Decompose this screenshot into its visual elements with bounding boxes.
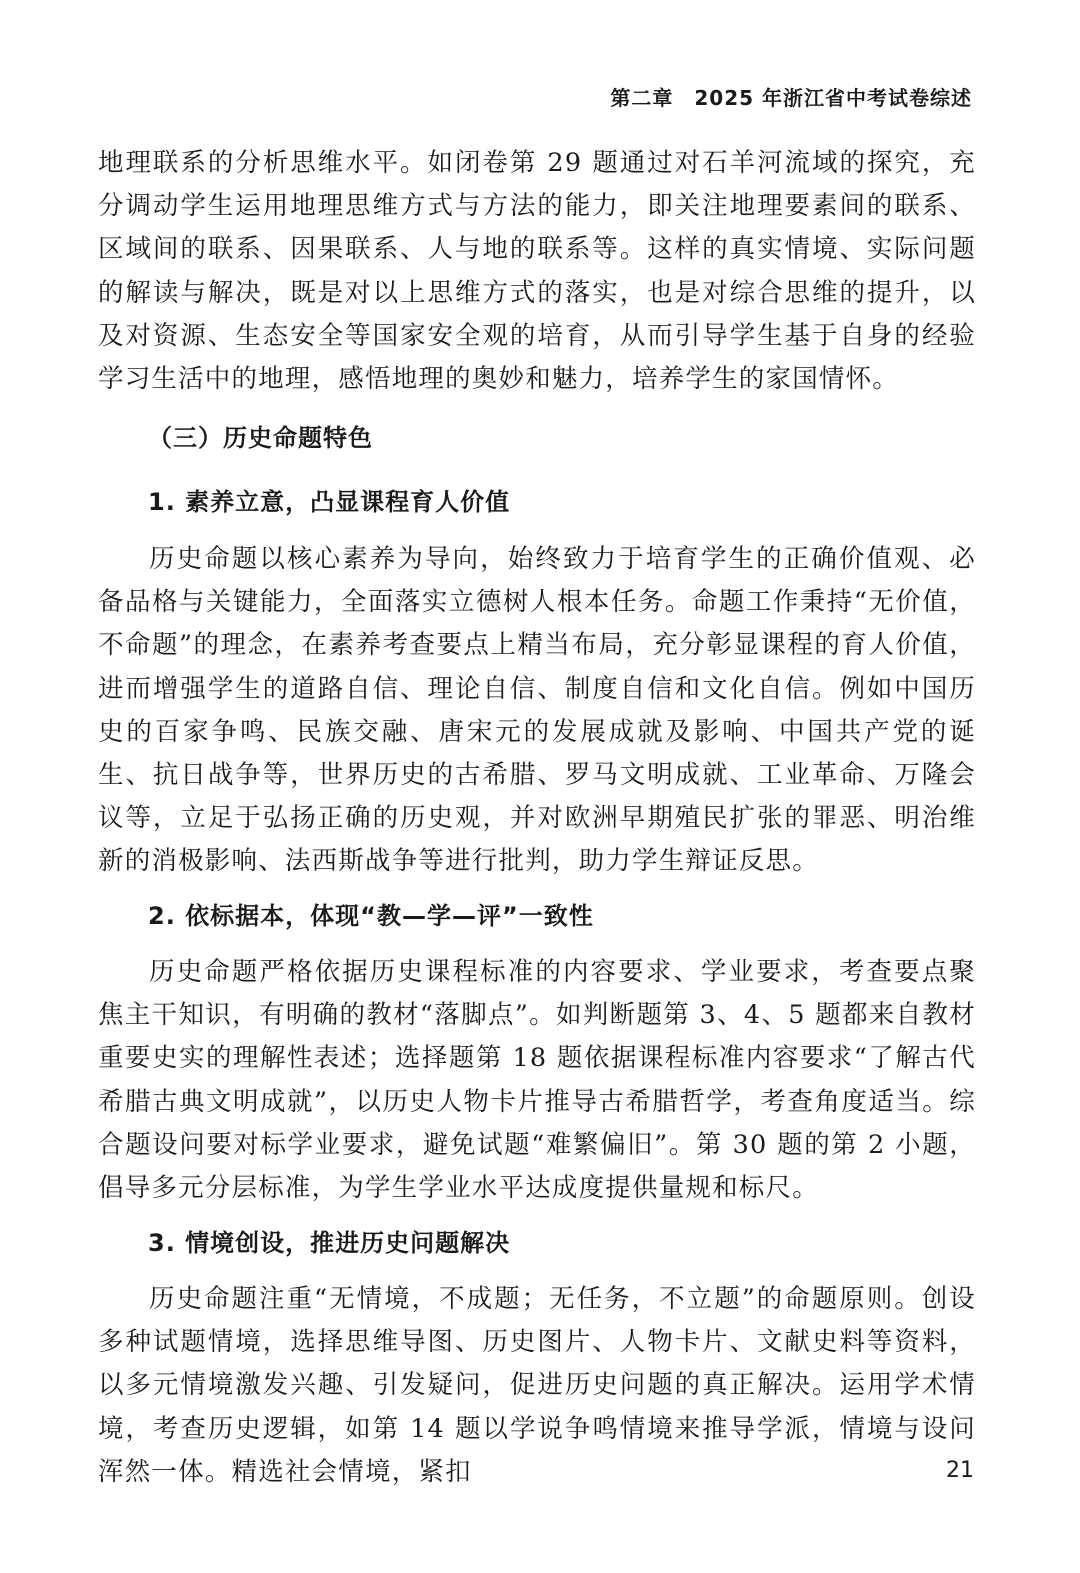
paragraph-section-2: 历史命题严格依据历史课程标准的内容要求、学业要求，考查要点聚焦主干知识，有明确的教材“落脚点”。如判断题第 3、4、5 题都来自教材重要史实的理解性表述；选择题第 18 题依据课程标准内容要求“了解古代希腊古典文明成就”，以历史人物卡片推导古希腊哲学，考查角度适当。综合题设问要对标学业要求，避免试题“难繁偏旧”。第 30 题的第 2 小题，倡导多元分层标准，为学生学业水平达成度提供量规和标尺。	[98, 957, 976, 1204]
page-number: 21	[946, 1458, 974, 1483]
subheading-3: 3. 情境创设，推进历史问题解决	[148, 1229, 511, 1257]
section-heading: （三）历史命题特色	[148, 424, 373, 452]
running-header: 第二章 2025 年浙江省中考试卷综述	[610, 86, 972, 110]
subheading-2: 2. 依标据本，体现“教—学—评”一致性	[148, 902, 594, 930]
subheading-1: 1. 素养立意，凸显课程育人价值	[148, 488, 511, 516]
paragraph-section-1: 历史命题以核心素养为导向，始终致力于培育学生的正确价值观、必备品格与关键能力，全面落实立德树人根本任务。命题工作秉持“无价值，不命题”的理念，在素养考查要点上精当布局，充分彰显课程的育人价值，进而增强学生的道路自信、理论自信、制度自信和文化自信。例如中国历史的百家争鸣、民族交融、唐宋元的发展成就及影响、中国共产党的诞生、抗日战争等，世界历史的古希腊、罗马文明成就、工业革命、万隆会议等，立足于弘扬正确的历史观，并对欧洲早期殖民扩张的罪恶、明治维新的消极影响、法西斯战争等进行批判，助力学生辩证反思。	[98, 544, 976, 877]
paragraph-geography-continued: 地理联系的分析思维水平。如闭卷第 29 题通过对石羊河流域的探究，充分调动学生运用地理思维方式与方法的能力，即关注地理要素间的联系、区域间的联系、因果联系、人与地的联系等。这样的真实情境、实际问题的解读与解决，既是对以上思维方式的落实，也是对综合思维的提升，以及对资源、生态安全等国家安全观的培育，从而引导学生基于自身的经验学习生活中的地理，感悟地理的奥妙和魅力，培养学生的家国情怀。	[98, 148, 976, 395]
paragraph-section-3: 历史命题注重“无情境，不成题；无任务，不立题”的命题原则。创设多种试题情境，选择思维导图、历史图片、人物卡片、文献史料等资料，以多元情境激发兴趣、引发疑问，促进历史问题的真正解决。运用学术情境，考查历史逻辑，如第 14 题以学说争鸣情境来推导学派，情境与设问浑然一体。精选社会情境，紧扣	[98, 1284, 976, 1487]
